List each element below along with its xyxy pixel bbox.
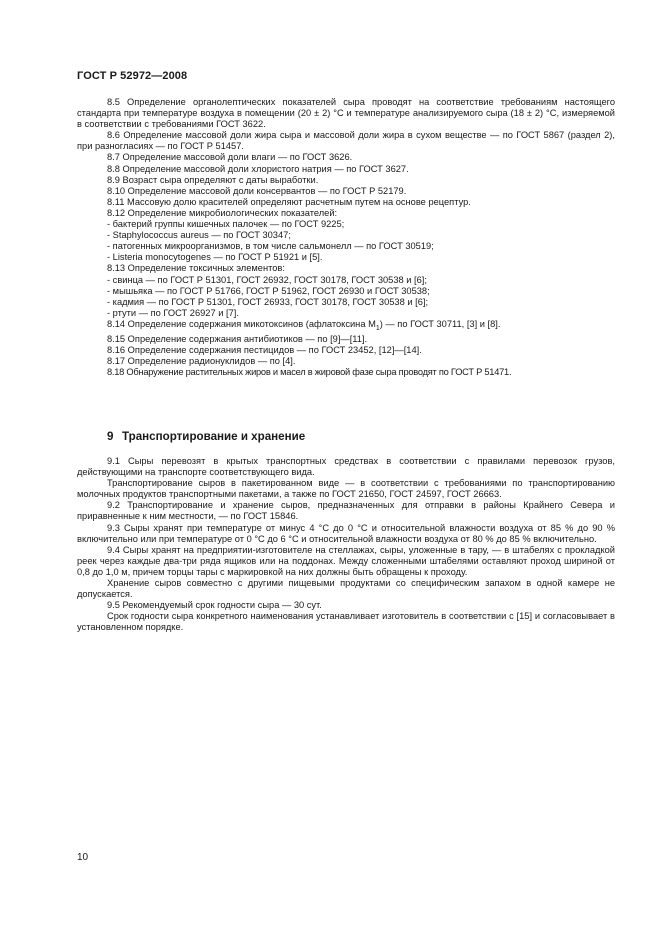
clause-8-16: 8.16 Определение содержания пестицидов — по ГОСТ 23452, [12]—[14]. (107, 344, 422, 355)
list-item: - свинца — по ГОСТ Р 51301, ГОСТ 26932, ГОСТ 30178, ГОСТ 30538 и [6]; (107, 274, 427, 285)
list-item: - кадмия — по ГОСТ Р 51301, ГОСТ 26933, ГОСТ 30178, ГОСТ 30538 и [6]; (107, 296, 429, 307)
clause-8-18: 8.18 Обнаружение растительных жиров и масел в жировой фазе сыра проводят по ГОСТ Р 51471. (107, 367, 512, 378)
clause-9-2: 9.2 Транспортирование и хранение сыров, предназначенных для отправки в районы Крайнего Севера и приравненные к ним местности, — по ГОСТ 15846. (77, 500, 615, 522)
clause-8-9: 8.9 Возраст сыра определяют с даты выработки. (107, 174, 319, 185)
clause-9-5-shelf-life: Срок годности сыра конкретного наименования устанавливает изготовитель в соответствии с [15] и согласовывает в установленном порядке. (77, 611, 615, 633)
clause-8-8: 8.8 Определение массовой доли хлористого натрия — по ГОСТ 3627. (107, 163, 409, 174)
clause-9-3: 9.3 Сыры хранят при температуре от минус 4 °С до 0 °С и относительной влажности воздуха от 85 % до 90 % включительно или при температуре от 0 °С до 6 °С и относительной влажности воздуха от 80 % до 85 % включительно. (77, 522, 615, 544)
clause-8-14-subscript: 1 (375, 324, 380, 332)
document-header: ГОСТ Р 52972—2008 (77, 70, 188, 82)
clause-8-15: 8.15 Определение содержания антибиотиков — по [9]—[11]. (107, 333, 368, 344)
clause-8-14-text: 8.14 Определение содержания микотоксинов (афлатоксина М (107, 318, 376, 329)
clause-8-12: 8.12 Определение микробиологических показателей: (107, 207, 338, 218)
list-item: - Staphylococcus aureus — по ГОСТ 30347; (107, 230, 291, 241)
clause-8-11: 8.11 Массовую долю красителей определяют расчетным путем на основе рецептур. (107, 196, 471, 207)
clause-9-4: 9.4 Сыры хранят на предприятии-изготовителе на стеллажах, сыры, уложенные в тару, — в штабелях с прокладкой реек через каждые два-три ряда ящиков или на поддонах. Между сложенными штабелями оставляют проход шириной от 0,8 до 1,0 м, причем торцы тары с маркировкой на них должны быть обращены к проходу. (77, 544, 615, 577)
list-item: - Listeria monocytogenes — по ГОСТ Р 51921 и [5]. (107, 252, 323, 263)
clause-8-14 (77, 319, 615, 334)
clause-8-17: 8.17 Определение радионуклидов — по [4]. (107, 356, 296, 367)
clause-8-7: 8.7 Определение массовой доли влаги — по ГОСТ 3626. (107, 152, 353, 163)
clause-9-1: 9.1 Сыры перевозят в крытых транспортных средствах в соответствии с правилами перевозок грузов, действующими на транспорте соответствующего вида. (77, 456, 615, 478)
list-item: - ртути — по ГОСТ 26927 и [7]. (107, 307, 239, 318)
clause-8-10: 8.10 Определение массовой доли консервантов — по ГОСТ Р 52179. (107, 185, 407, 196)
section-9-number: 9 (107, 430, 114, 443)
section-9-title: Транспортирование и хранение (122, 430, 306, 443)
list-item: - патогенных микроорганизмов, в том числе сальмонелл — по ГОСТ 30519; (107, 241, 434, 252)
clause-8-14-text-end: ) — по ГОСТ 30711, [3] и [8]. (379, 318, 501, 329)
clause-9-1-packaged: Транспортирование сыров в пакетированном виде — в соответствии с требованиями по транспортированию молочных продуктов транспортными пакетами, а также по ГОСТ 21650, ГОСТ 24597, ГОСТ 26663. (77, 478, 615, 500)
list-item: - мышьяка — по ГОСТ Р 51766, ГОСТ Р 51962, ГОСТ 26930 и ГОСТ 30538; (107, 285, 430, 296)
clause-9-4-storage: Хранение сыров совместно с другими пищевыми продуктами со специфическим запахом в одной камере не допускается. (77, 578, 615, 600)
clause-9-5: 9.5 Рекомендуемый срок годности сыра — 30 сут. (107, 600, 322, 611)
clause-8-13: 8.13 Определение токсичных элементов: (107, 263, 285, 274)
page-number: 10 (77, 852, 89, 863)
section-9-heading (107, 430, 305, 443)
section-8-continuation (77, 97, 615, 378)
clause-8-6: 8.6 Определение массовой доли жира сыра и массовой доли жира в сухом веществе — по ГОСТ 5867 (раздел 2), при разногласиях — по ГОСТ Р 51457. (77, 130, 615, 152)
section-9-body (77, 456, 615, 634)
list-item: - бактерий группы кишечных палочек — по ГОСТ 9225; (107, 219, 345, 230)
clause-8-5: 8.5 Определение органолептических показателей сыра проводят на соответствие требованиям настоящего стандарта при температуре воздуха в помещении (20 ± 2) °С и температуре анализируемого сыра (18 ± 2) °С, измеряемой в соответствии с требованиями ГОСТ 3622. (77, 97, 615, 130)
